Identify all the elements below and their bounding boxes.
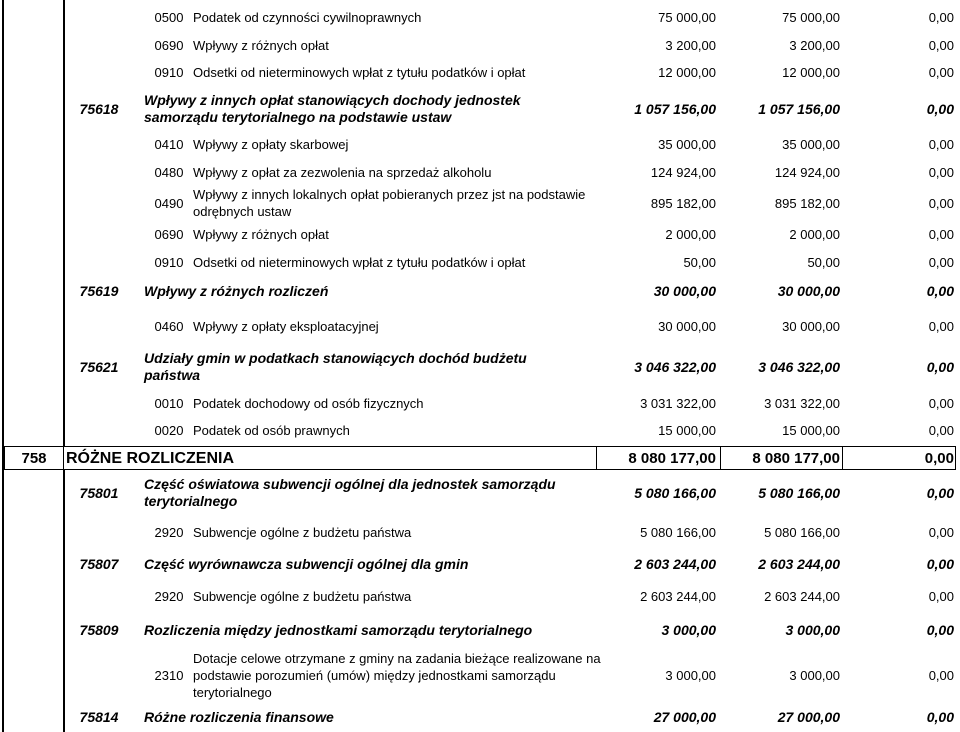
change-amount: 0,00 [928, 64, 954, 80]
change-amount: 0,00 [928, 195, 954, 211]
change-amount: 0,00 [928, 395, 954, 411]
description: Subwencje ogólne z budżetu państwa [193, 588, 412, 604]
description: Część wyrównawcza subwencji ogólnej dla gmin [144, 555, 469, 572]
execution-amount: 30 000,00 [777, 283, 840, 299]
paragraph-code: 2310 [154, 667, 184, 683]
description: Wpływy z innych lokalnych opłat pobieranych przez jst na podstawie odrębnych ustaw [193, 187, 586, 219]
change-amount: 0,00 [926, 485, 954, 501]
execution-amount: 8 080 177,00 [752, 449, 840, 467]
dzial-code: 758 [21, 449, 47, 467]
description: Odsetki od nieterminowych wpłat z tytułu podatków i opłat [193, 255, 526, 270]
execution-amount: 35 000,00 [782, 137, 840, 152]
execution-amount: 3 000,00 [789, 667, 840, 683]
execution-amount: 2 603 244,00 [764, 588, 840, 604]
description: Wpływy z opłaty eksploatacyjnej [193, 318, 379, 334]
paragraph-row [0, 59, 960, 85]
change-amount: 0,00 [926, 556, 954, 572]
execution-amount: 1 057 156,00 [758, 101, 840, 117]
chapter-row [0, 345, 960, 389]
plan-amount: 2 603 244,00 [634, 556, 716, 572]
execution-amount: 75 000,00 [782, 9, 840, 25]
plan-amount: 30 000,00 [658, 318, 716, 334]
rozdzial-code: 75618 [79, 101, 119, 117]
execution-amount: 2 603 244,00 [758, 556, 840, 572]
division-row-separator [63, 446, 64, 470]
change-amount: 0,00 [926, 101, 954, 117]
plan-amount: 895 182,00 [650, 195, 716, 211]
plan-amount: 75 000,00 [658, 9, 716, 25]
plan-amount: 27 000,00 [653, 709, 716, 725]
description: Podatek dochodowy od osób fizycznych [193, 395, 424, 411]
plan-amount: 30 000,00 [653, 283, 716, 299]
paragraph-code: 0910 [154, 255, 184, 270]
plan-amount: 35 000,00 [658, 137, 716, 152]
execution-amount: 3 200,00 [789, 37, 840, 53]
rozdzial-code: 75814 [79, 709, 119, 725]
rozdzial-code: 75807 [79, 556, 119, 572]
description: Udziały gmin w podatkach stanowiących dochód budżetu państwa [144, 350, 527, 383]
paragraph-row [0, 416, 960, 444]
execution-amount: 2 000,00 [789, 226, 840, 242]
change-amount: 0,00 [926, 359, 954, 375]
paragraph-code: 0020 [154, 422, 184, 438]
paragraph-code: 0690 [154, 226, 184, 242]
paragraph-code: 0500 [154, 9, 184, 25]
description: Wpływy z różnych opłat [193, 226, 329, 242]
paragraph-code: 0410 [154, 137, 184, 152]
paragraph-row [0, 518, 960, 546]
plan-amount: 3 000,00 [665, 667, 716, 683]
rozdzial-code: 75621 [79, 359, 119, 375]
plan-amount: 8 080 177,00 [628, 449, 716, 467]
plan-amount: 12 000,00 [658, 64, 716, 80]
description: Rozliczenia między jednostkami samorządu terytorialnego [144, 621, 533, 638]
plan-amount: 3 000,00 [661, 622, 716, 638]
execution-amount: 895 182,00 [774, 195, 840, 211]
plan-amount: 3 031 322,00 [640, 395, 716, 411]
description: Subwencje ogólne z budżetu państwa [193, 524, 412, 540]
change-amount: 0,00 [924, 449, 954, 467]
change-amount: 0,00 [928, 588, 954, 604]
paragraph-code: 0010 [154, 395, 184, 411]
paragraph-row [0, 221, 960, 247]
division-row-separator [720, 446, 721, 470]
rozdzial-code: 75801 [79, 485, 119, 501]
change-amount: 0,00 [928, 255, 954, 270]
description: Wpływy z opłat za zezwolenia na sprzedaż alkoholu [193, 165, 492, 180]
rozdzial-code: 75809 [79, 622, 119, 638]
description: Wpływy z różnych rozliczeń [144, 282, 329, 299]
plan-amount: 1 057 156,00 [634, 101, 716, 117]
change-amount: 0,00 [926, 622, 954, 638]
plan-amount: 5 080 166,00 [634, 485, 716, 501]
division-row-separator [596, 446, 597, 470]
plan-amount: 2 603 244,00 [640, 588, 716, 604]
plan-amount: 5 080 166,00 [640, 524, 716, 540]
paragraph-row [0, 249, 960, 276]
plan-amount: 124 924,00 [650, 165, 716, 180]
change-amount: 0,00 [928, 137, 954, 152]
chapter-row [0, 703, 960, 731]
description: Część oświatowa subwencji ogólnej dla jednostek samorządu terytorialnego [144, 476, 556, 509]
paragraph-row [0, 4, 960, 30]
paragraph-code: 0460 [154, 318, 184, 334]
paragraph-row [0, 159, 960, 186]
change-amount: 0,00 [928, 165, 954, 180]
division-row-border [4, 446, 956, 470]
division-row [0, 446, 960, 470]
change-amount: 0,00 [928, 37, 954, 53]
description: Odsetki od nieterminowych wpłat z tytułu podatków i opłat [193, 64, 526, 80]
execution-amount: 3 031 322,00 [764, 395, 840, 411]
execution-amount: 5 080 166,00 [764, 524, 840, 540]
execution-amount: 27 000,00 [777, 709, 840, 725]
execution-amount: 5 080 166,00 [758, 485, 840, 501]
chapter-row [0, 89, 960, 129]
paragraph-row [0, 389, 960, 417]
paragraph-code: 0480 [154, 165, 184, 180]
execution-amount: 12 000,00 [782, 64, 840, 80]
plan-amount: 50,00 [683, 255, 716, 270]
plan-amount: 2 000,00 [665, 226, 716, 242]
description: Dotacje celowe otrzymane z gminy na zadania bieżące realizowane na podstawie porozumień (umów) między jednostkami samorządu terytorialnego [193, 650, 601, 700]
description: Wpływy z opłaty skarbowej [193, 137, 349, 152]
description: Wpływy z różnych opłat [193, 37, 329, 53]
paragraph-code: 2920 [154, 588, 184, 604]
execution-amount: 15 000,00 [782, 422, 840, 438]
change-amount: 0,00 [928, 226, 954, 242]
paragraph-row [0, 312, 960, 340]
description: Wpływy z innych opłat stanowiących dochody jednostek samorządu terytorialnego na podstawie ustaw [144, 92, 521, 125]
change-amount: 0,00 [928, 318, 954, 334]
paragraph-code: 2920 [154, 524, 184, 540]
change-amount: 0,00 [928, 667, 954, 683]
change-amount: 0,00 [928, 9, 954, 25]
description: Podatek od osób prawnych [193, 422, 350, 438]
change-amount: 0,00 [926, 283, 954, 299]
execution-amount: 30 000,00 [782, 318, 840, 334]
change-amount: 0,00 [926, 709, 954, 725]
paragraph-row [0, 647, 960, 703]
description: RÓŻNE ROZLICZENIA [66, 449, 234, 467]
rozdzial-code: 75619 [79, 283, 119, 299]
plan-amount: 3 200,00 [665, 37, 716, 53]
chapter-row [0, 472, 960, 514]
chapter-row [0, 615, 960, 645]
description: Różne rozliczenia finansowe [144, 708, 334, 725]
execution-amount: 3 046 322,00 [758, 359, 840, 375]
execution-amount: 124 924,00 [774, 165, 840, 180]
change-amount: 0,00 [928, 422, 954, 438]
paragraph-code: 0690 [154, 37, 184, 53]
execution-amount: 50,00 [807, 255, 840, 270]
execution-amount: 3 000,00 [785, 622, 840, 638]
paragraph-row [0, 582, 960, 610]
chapter-row [0, 548, 960, 580]
division-row-separator [842, 446, 843, 470]
plan-amount: 15 000,00 [658, 422, 716, 438]
plan-amount: 3 046 322,00 [634, 359, 716, 375]
description: Podatek od czynności cywilnoprawnych [193, 9, 422, 25]
paragraph-code: 0490 [154, 195, 184, 211]
paragraph-row [0, 185, 960, 221]
paragraph-row [0, 32, 960, 58]
chapter-row [0, 277, 960, 305]
change-amount: 0,00 [928, 524, 954, 540]
paragraph-code: 0910 [154, 64, 184, 80]
paragraph-row [0, 131, 960, 158]
